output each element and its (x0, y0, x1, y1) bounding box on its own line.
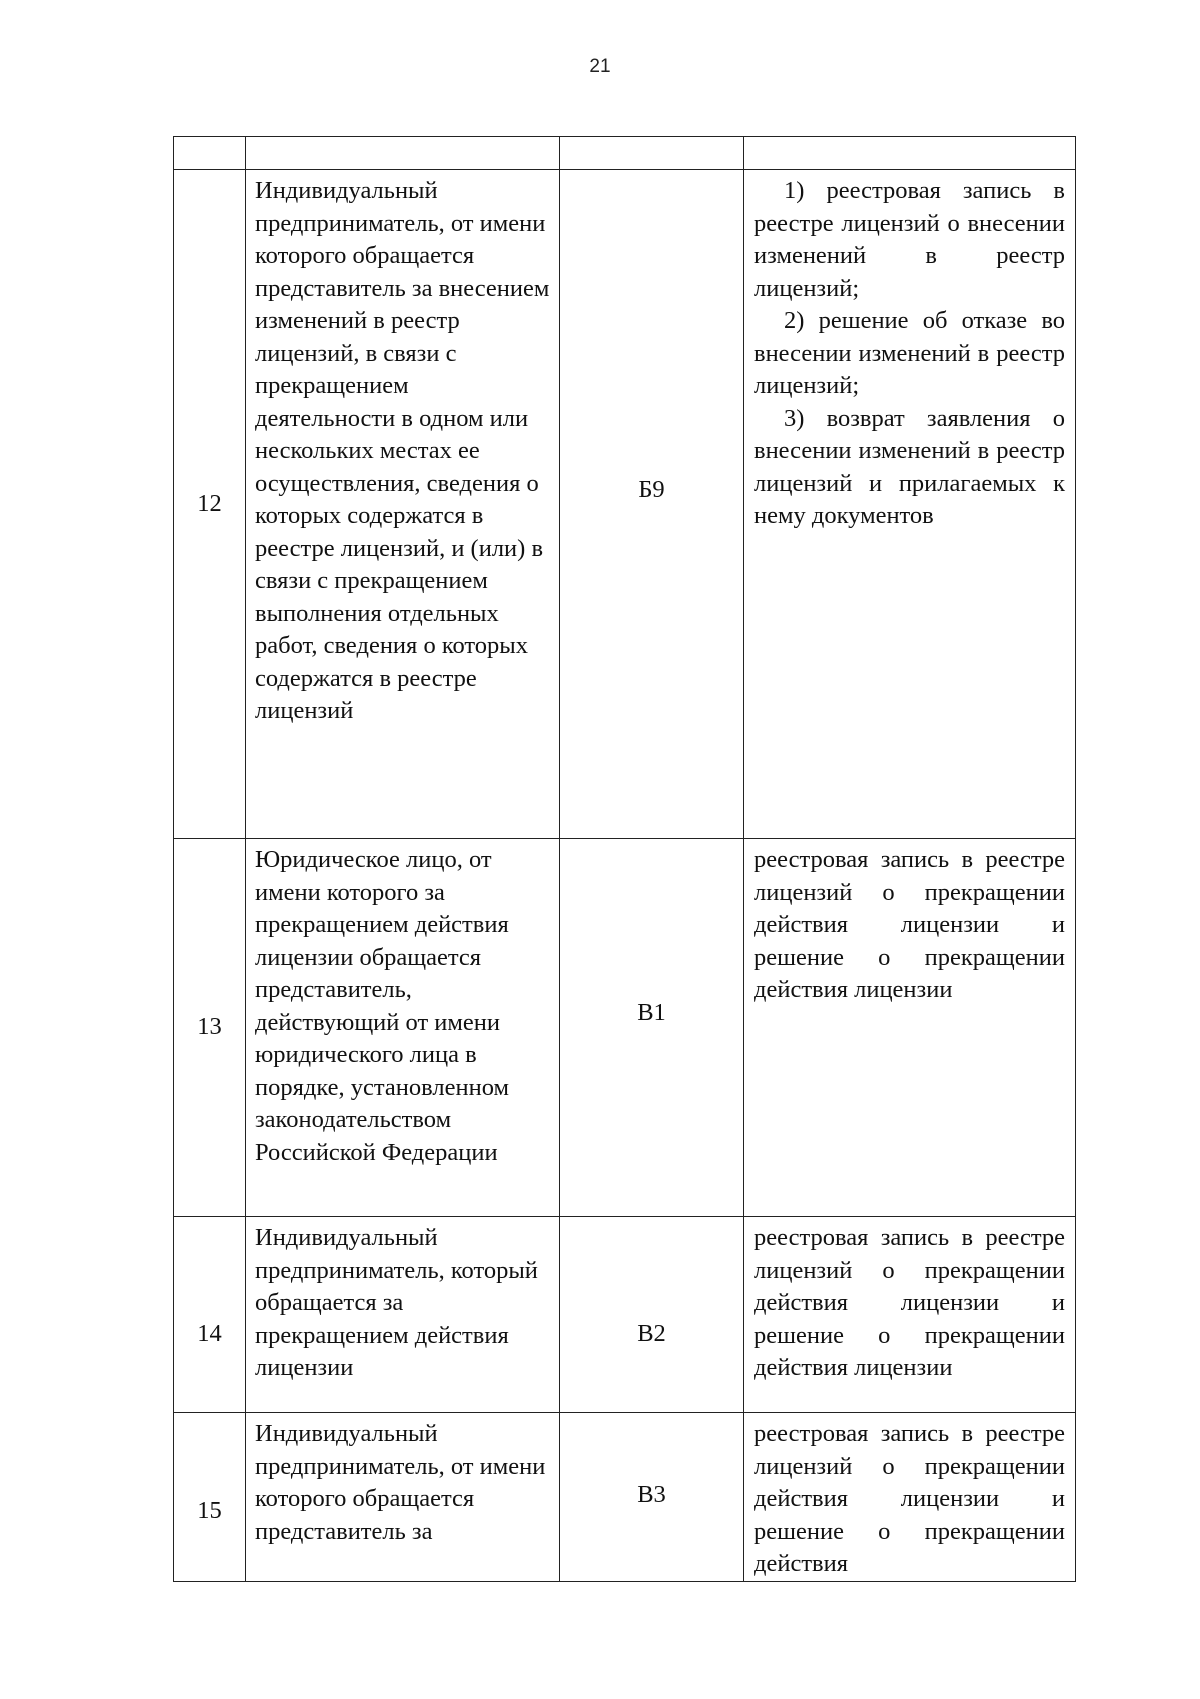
code-cell (560, 170, 744, 839)
row-number: 14 (197, 1320, 222, 1348)
header-cell-subject (246, 137, 560, 170)
applicant-text: Индивидуальный предприниматель, от имени которого обращается представитель за (255, 1420, 546, 1545)
result-item: 3) возврат заявления о внесении изменений в реестр лицензий и прилагаемых к нему документов (754, 404, 1065, 529)
applicant-text: Индивидуальный предприниматель, который обращается за прекращением действия лицензии (255, 1224, 538, 1381)
result-cell (744, 839, 1076, 1217)
row-number: 13 (197, 1013, 222, 1041)
applicant-cell (246, 1217, 560, 1413)
result-cell (744, 1413, 1076, 1582)
applicant-cell (246, 839, 560, 1217)
table-row (174, 839, 1076, 1217)
table-row (174, 1217, 1076, 1413)
code-cell (560, 1413, 744, 1582)
row-number-cell (174, 1413, 246, 1582)
header-cell-result (744, 137, 1076, 170)
variant-code: Б9 (638, 475, 665, 503)
result-item: реестровая запись в реестре лицензий о прекращении действия лицензии и решение о прекращении действия лицензии (754, 846, 1065, 1003)
applicant-cell (246, 1413, 560, 1582)
table-row (174, 1413, 1076, 1582)
row-number: 15 (197, 1496, 222, 1524)
result-cell (744, 1217, 1076, 1413)
result-item: 2) решение об отказе во внесении изменений в реестр лицензий; (754, 307, 1065, 399)
page-number: 21 (589, 56, 611, 77)
result-item: 1) реестровая запись в реестре лицензий о внесении изменений в реестр лицензий; (754, 177, 1065, 302)
table-header-row (174, 137, 1076, 170)
applicant-text: Индивидуальный предприниматель, от имени которого обращается представитель за внесением изменений в реестр лицензий, в связи с прекращением деятельности в одном или нескольких местах ее осуществления, сведения о которых содержатся в реестре лицензий, и (или) в связи с прекращением выполнения отдельных работ, сведения о которых содержатся в реестре лицензий (255, 177, 550, 724)
variant-code: В2 (637, 1320, 666, 1348)
row-number: 12 (197, 489, 222, 517)
header-cell-code (560, 137, 744, 170)
variant-code: В3 (637, 1480, 666, 1508)
row-number-cell (174, 1217, 246, 1413)
applicant-text: Юридическое лицо, от имени которого за прекращением действия лицензии обращается представитель, действующий от имени юридического лица в порядке, установленном законодательством Российской Федерации (255, 846, 509, 1166)
result-item: реестровая запись в реестре лицензий о прекращении действия лицензии и решение о прекращении действия лицензии (754, 1224, 1065, 1381)
code-cell (560, 839, 744, 1217)
row-number-cell (174, 170, 246, 839)
result-cell (744, 170, 1076, 839)
result-item: реестровая запись в реестре лицензий о прекращении действия лицензии и решение о прекращении действия (754, 1420, 1065, 1577)
applicant-cell (246, 170, 560, 839)
table-row (174, 170, 1076, 839)
header-cell-num (174, 137, 246, 170)
variant-code: В1 (637, 999, 666, 1027)
row-number-cell (174, 839, 246, 1217)
code-cell (560, 1217, 744, 1413)
license-services-table (173, 136, 1076, 1582)
